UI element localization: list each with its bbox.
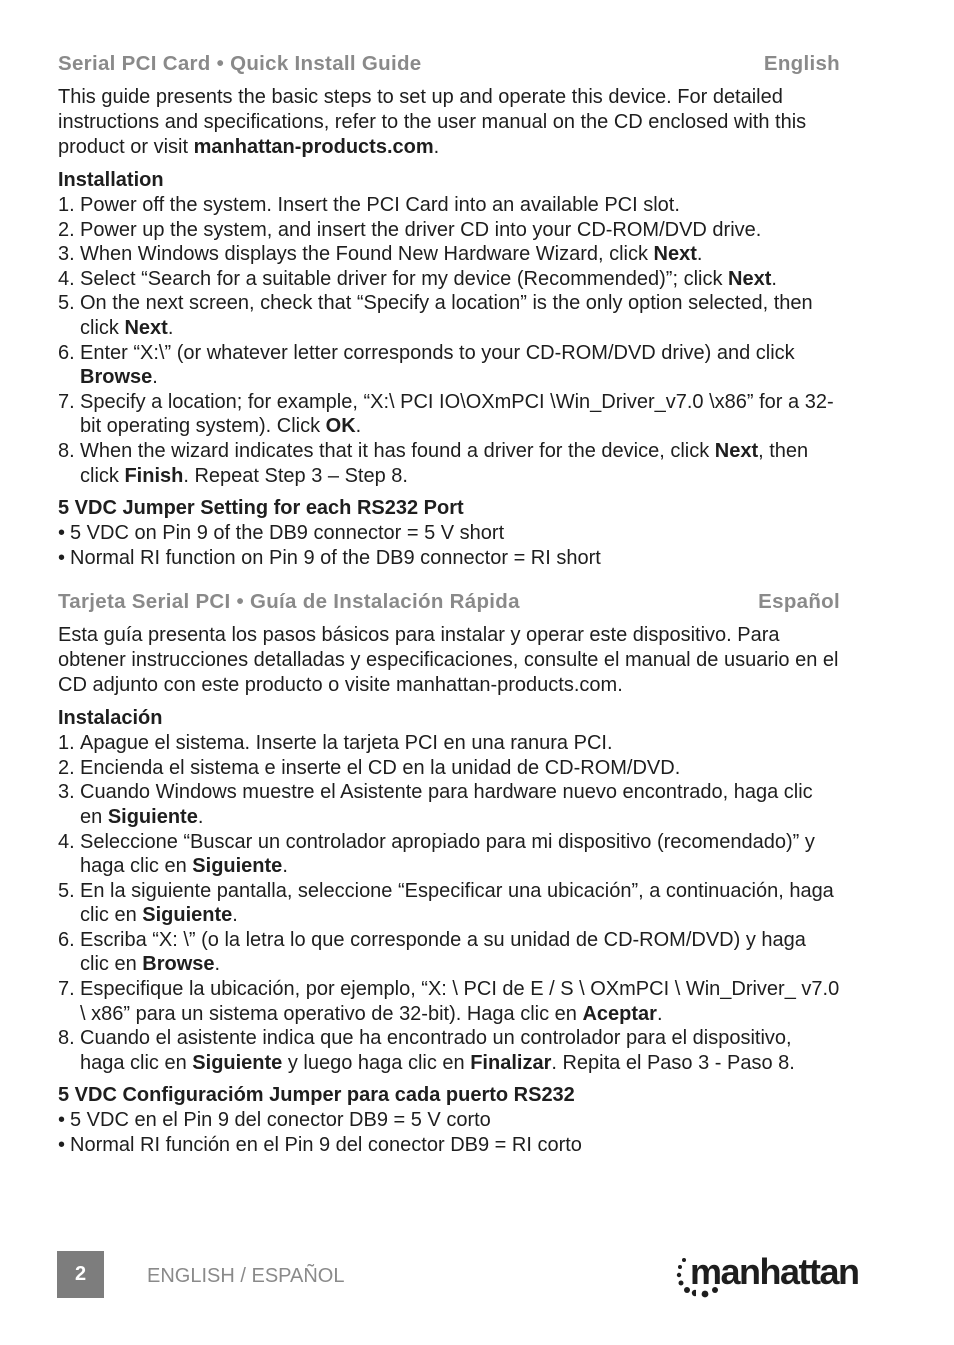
step-text-segment: Seleccione “Buscar un controlador apropiado para mi dispositivo (recomendado)” y haga clic en — [80, 830, 815, 878]
step-text-segment: When the wizard indicates that it has found a driver for the device, click — [80, 439, 715, 462]
step-text-segment: . — [771, 267, 777, 290]
step-number: 6. — [58, 341, 75, 364]
spanish-installation-title: Instalación — [58, 707, 163, 730]
installation-step — [58, 193, 840, 218]
jumper-bullet — [58, 1133, 840, 1158]
english-installation-steps — [58, 193, 840, 488]
step-bold-term: Aceptar — [582, 1002, 657, 1025]
bullet-icon: • — [58, 1134, 66, 1157]
installation-step — [58, 830, 840, 879]
step-number: 8. — [58, 1027, 75, 1050]
step-bold-term: Browse — [142, 953, 215, 976]
step-text-segment: Especifique la ubicación, por ejemplo, “X: \ PCI de E / S \ OXmPCI \ Win_Driver_ v7.0 \ x86” para un sistema operativo de 32-bit). Haga clic en — [80, 978, 840, 1025]
step-text-segment: Escriba “X: \” (o la letra lo que corresponde a su unidad de CD-ROM/DVD) y haga clic en — [80, 928, 806, 976]
step-number: 7. — [58, 978, 75, 1001]
step-bold-term: Finish — [124, 464, 184, 487]
bullet-icon: • — [58, 547, 66, 570]
step-text-segment: Select “Search for a suitable driver for my device (Recommended)”; click — [80, 267, 729, 290]
step-bold-term: OK — [325, 415, 356, 438]
english-jumper-title: 5 VDC Jumper Setting for each RS232 Port — [58, 497, 464, 520]
step-text-segment: On the next screen, check that “Specify a location” is the only option selected, then click — [80, 292, 813, 339]
step-text — [80, 756, 840, 781]
step-text-segment: . — [214, 953, 221, 976]
english-section-header — [58, 52, 840, 76]
spanish-header-title: Tarjeta Serial PCI • Guía de Instalación Rápida — [58, 590, 520, 614]
manhattan-logo — [676, 1251, 859, 1298]
step-bold-term: Siguiente — [107, 805, 198, 828]
step-number: 1. — [58, 732, 75, 755]
installation-step — [58, 439, 840, 488]
bullet-icon: • — [58, 522, 66, 545]
step-text-segment: When Windows displays the Found New Hardware Wizard, click — [80, 243, 654, 266]
step-number: 8. — [58, 439, 75, 462]
spanish-header-language: Español — [758, 590, 840, 614]
spanish-section-header — [58, 590, 840, 614]
installation-step — [58, 242, 840, 267]
english-header-language: English — [763, 52, 840, 75]
installation-step — [58, 1026, 840, 1075]
step-text — [80, 218, 840, 243]
installation-step — [58, 780, 840, 829]
spanish-jumper-bullets — [58, 1108, 840, 1158]
installation-step — [58, 879, 840, 928]
installation-step — [58, 267, 840, 292]
step-number: 3. — [58, 243, 75, 266]
step-text — [80, 193, 840, 218]
spanish-jumper-title: 5 VDC Configuracióm Jumper para cada puerto RS232 — [58, 1084, 575, 1107]
footer-language-label: ENGLISH / ESPAÑOL — [147, 1265, 345, 1287]
english-intro-text: This guide presents the basic steps to set up and operate this device. For detailed instructions and specifications, refer to the user manual on the CD enclosed with this product or visit — [58, 86, 807, 158]
step-number: 4. — [58, 267, 75, 290]
step-text-segment: . Repeat Step 3 – Step 8. — [183, 464, 408, 487]
step-text — [80, 731, 840, 756]
step-text-segment: Power off the system. Insert the PCI Card into an available PCI slot. — [80, 194, 680, 216]
step-number: 2. — [58, 756, 75, 779]
english-header-title: Serial PCI Card • Quick Install Guide — [58, 52, 422, 75]
document-page — [58, 52, 840, 1158]
step-text — [80, 341, 840, 390]
jumper-bullet — [58, 1108, 840, 1133]
step-text-segment: Cuando el asistente indica que ha encontrado un controlador para el dispositivo, haga clic en — [80, 1027, 792, 1074]
step-number: 5. — [58, 879, 75, 902]
step-text-segment: Specify a location; for example, “X:\ PCI IO\OXmPCI \Win_Driver_v7.0 \x86” for a 32-bit operating system). Click — [80, 390, 834, 438]
bullet-text: Normal RI function on Pin 9 of the DB9 connector = RI short — [70, 547, 601, 570]
step-text-segment: . — [232, 904, 238, 927]
spanish-intro: Esta guía presenta los pasos básicos para instalar y operar este dispositivo. Para obtener instrucciones detalladas y especificaciones, consulte el manual de usuario en el CD adjunto con este producto o visite manhattan-products.com. — [58, 624, 839, 697]
step-bold-term: Next — [653, 243, 697, 266]
step-text-segment: Apague el sistema. Inserte la tarjeta PCI en una ranura PCI. — [80, 732, 613, 755]
english-installation-title: Installation — [58, 169, 164, 191]
step-number: 3. — [58, 781, 75, 804]
step-text — [80, 291, 840, 340]
step-text — [80, 879, 840, 928]
step-bold-term: Siguiente — [192, 855, 283, 878]
step-bold-term: Siguiente — [192, 1051, 283, 1074]
step-text-segment: y luego haga clic en — [282, 1051, 471, 1074]
installation-step — [58, 731, 840, 756]
step-number: 2. — [58, 218, 75, 241]
step-text-segment: Encienda el sistema e inserte el CD en la unidad de CD-ROM/DVD. — [80, 756, 681, 779]
step-text-segment: Power up the system, and insert the driver CD into your CD-ROM/DVD drive. — [80, 218, 762, 241]
step-text — [80, 267, 840, 292]
bullet-text: Normal RI función en el Pin 9 del conector DB9 = RI corto — [70, 1134, 582, 1157]
bullet-text: 5 VDC on Pin 9 of the DB9 connector = 5 V short — [70, 522, 505, 545]
installation-step — [58, 756, 840, 781]
step-bold-term: Siguiente — [142, 904, 233, 927]
spanish-installation-steps — [58, 731, 840, 1075]
step-bold-term: Next — [124, 316, 168, 339]
step-bold-term: Finalizar — [470, 1051, 552, 1074]
english-intro-end: . — [433, 136, 440, 158]
step-text-segment: . — [696, 243, 703, 266]
bullet-icon: • — [58, 1109, 66, 1132]
page-number-box — [57, 1251, 104, 1298]
installation-step — [58, 977, 840, 1026]
step-text-segment: Enter “X:\” (or whatever letter corresponds to your CD-ROM/DVD drive) and click — [80, 341, 795, 364]
step-text-segment: Cuando Windows muestre el Asistente para hardware nuevo encontrado, haga clic en — [80, 781, 813, 828]
step-text-segment: . Repita el Paso 3 - Paso 8. — [551, 1051, 795, 1074]
step-bold-term: Browse — [80, 366, 153, 389]
step-text — [80, 977, 840, 1026]
jumper-bullet — [58, 546, 840, 571]
logo-text: manhattan — [690, 1251, 859, 1292]
step-text-segment: , then click — [80, 439, 809, 487]
step-text — [80, 439, 840, 488]
step-text — [80, 928, 840, 977]
english-jumper-bullets — [58, 521, 840, 571]
step-number: 5. — [58, 292, 75, 315]
installation-step — [58, 928, 840, 977]
step-text-segment: . — [167, 316, 174, 339]
installation-step — [58, 218, 840, 243]
installation-step — [58, 341, 840, 390]
step-number: 7. — [58, 390, 75, 413]
step-text-segment: . — [282, 855, 288, 878]
step-text-segment: . — [656, 1002, 663, 1025]
step-text — [80, 390, 840, 439]
step-number: 6. — [58, 928, 75, 951]
step-text-segment: . — [152, 366, 158, 389]
step-bold-term: Next — [714, 439, 759, 462]
step-text — [80, 1026, 840, 1075]
step-number: 1. — [58, 194, 75, 216]
installation-step — [58, 390, 840, 439]
step-number: 4. — [58, 830, 75, 853]
step-text-segment: En la siguiente pantalla, seleccione “Especificar una ubicación”, a continuación, haga clic en — [80, 879, 834, 927]
step-text — [80, 780, 840, 829]
page-number: 2 — [74, 1263, 87, 1285]
step-text-segment: . — [197, 805, 204, 828]
step-bold-term: Next — [728, 267, 772, 290]
installation-step — [58, 291, 840, 340]
step-text — [80, 830, 840, 879]
english-intro — [58, 85, 840, 160]
bullet-text: 5 VDC en el Pin 9 del conector DB9 = 5 V corto — [70, 1109, 491, 1132]
step-text — [80, 242, 840, 267]
jumper-bullet — [58, 521, 840, 546]
step-text-segment: . — [355, 415, 362, 438]
english-intro-link: manhattan-products.com — [193, 136, 434, 158]
